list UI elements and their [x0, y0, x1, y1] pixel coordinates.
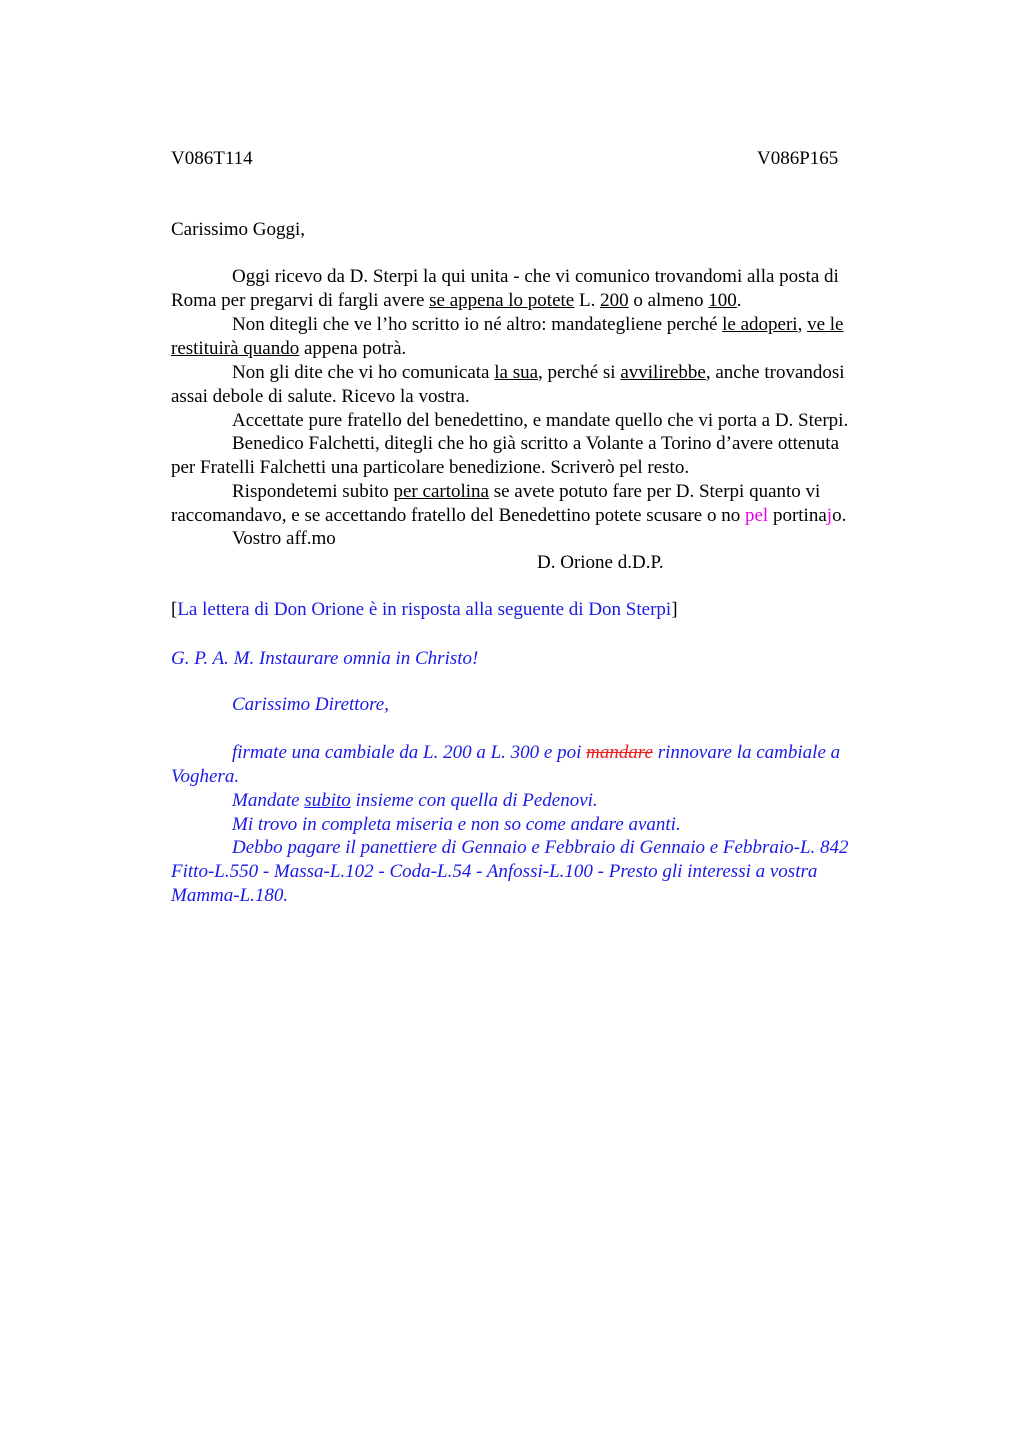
- deleted-text: mandare: [586, 742, 653, 763]
- letter-paragraph-5-line-1: Benedico Falchetti, ditegli che ho già scritto a Volante a Torino d’avere ottenuta: [232, 433, 840, 454]
- sterpi-paragraph-1-line-2: Voghera.: [171, 766, 240, 787]
- letter-paragraph-3-line-2: assai debole di salute. Ricevo la vostra.: [171, 386, 470, 407]
- letter-paragraph-4: Accettate pure fratello del benedettino, e mandate quello che vi porta a D. Sterpi.: [232, 410, 849, 431]
- sterpi-paragraph-3: Mi trovo in completa miseria e non so come andare avanti.: [232, 814, 681, 835]
- letter-paragraph-1-line-1: Oggi ricevo da D. Sterpi la qui unita - che vi comunico trovandomi alla posta di: [232, 266, 839, 287]
- sterpi-paragraph-2: Mandate subito insieme con quella di Pedenovi.: [232, 790, 598, 811]
- letter-paragraph-5-line-2: per Fratelli Falchetti una particolare benedizione. Scriverò pel resto.: [171, 457, 690, 478]
- underlined-text: restituirà quando: [171, 338, 300, 359]
- letter-paragraph-6-line-1: Rispondetemi subito per cartolina se avete potuto fare per D. Sterpi quanto vi: [232, 481, 821, 502]
- sterpi-paragraph-1-line-1: firmate una cambiale da L. 200 a L. 300 e poi mandare rinnovare la cambiale a: [232, 742, 841, 763]
- letter-paragraph-1-line-2: Roma per pregarvi di fargli avere se appena lo potete L. 200 o almeno 100.: [171, 290, 742, 311]
- editor-note: [La lettera di Don Orione è in risposta alla seguente di Don Sterpi]: [171, 599, 678, 620]
- document-header: [171, 147, 906, 171]
- sterpi-paragraph-4-line-2: Fitto-L.550 - Massa-L.102 - Coda-L.54 - Anfossi-L.100 - Presto gli interessi a vostra: [171, 861, 818, 882]
- letter-paragraph-2-line-2: restituirà quando appena potrà.: [171, 338, 407, 359]
- sterpi-paragraph-4-line-3: Mamma-L.180.: [171, 885, 289, 906]
- sterpi-paragraph-4-line-1: Debbo pagare il panettiere di Gennaio e Febbraio di Gennaio e Febbraio-L. 842: [232, 837, 849, 858]
- underlined-text: le adoperi: [722, 314, 798, 335]
- letter-signature: D. Orione d.D.P.: [537, 552, 664, 573]
- letter-paragraph-3-line-1: Non gli dite che vi ho comunicata la sua, perché si avvilirebbe, anche trovandosi: [232, 362, 845, 383]
- highlighted-text: j: [826, 505, 833, 526]
- letter-salutation: Carissimo Goggi,: [171, 219, 306, 240]
- underlined-text: ve le: [807, 314, 844, 335]
- letter-paragraph-6-line-2: raccomandavo, e se accettando fratello del Benedettino potete scusare o no pel portinajo.: [171, 505, 847, 526]
- letter-closing: Vostro aff.mo: [232, 528, 336, 549]
- sterpi-salutation: Carissimo Direttore,: [232, 694, 389, 715]
- sterpi-motto: G. P. A. M. Instaurare omnia in Christo!: [171, 648, 479, 669]
- highlighted-text: pel: [744, 505, 769, 526]
- editor-note-text: La lettera di Don Orione è in risposta alla seguente di Don Sterpi: [177, 599, 672, 620]
- underlined-text: se appena lo potete: [429, 290, 575, 311]
- underlined-text: avvilirebbe: [620, 362, 706, 383]
- underlined-text: per cartolina: [393, 481, 489, 502]
- header-left-code: V086T114: [171, 148, 253, 169]
- underlined-text: 200: [600, 290, 629, 311]
- underlined-text: subito: [304, 790, 351, 811]
- header-right-code: V086P165: [757, 148, 839, 169]
- underlined-text: 100: [708, 290, 737, 311]
- letter-paragraph-2-line-1: Non ditegli che ve l’ho scritto io né altro: mandategliene perché le adoperi, ve le: [232, 314, 844, 335]
- underlined-text: la sua: [494, 362, 539, 383]
